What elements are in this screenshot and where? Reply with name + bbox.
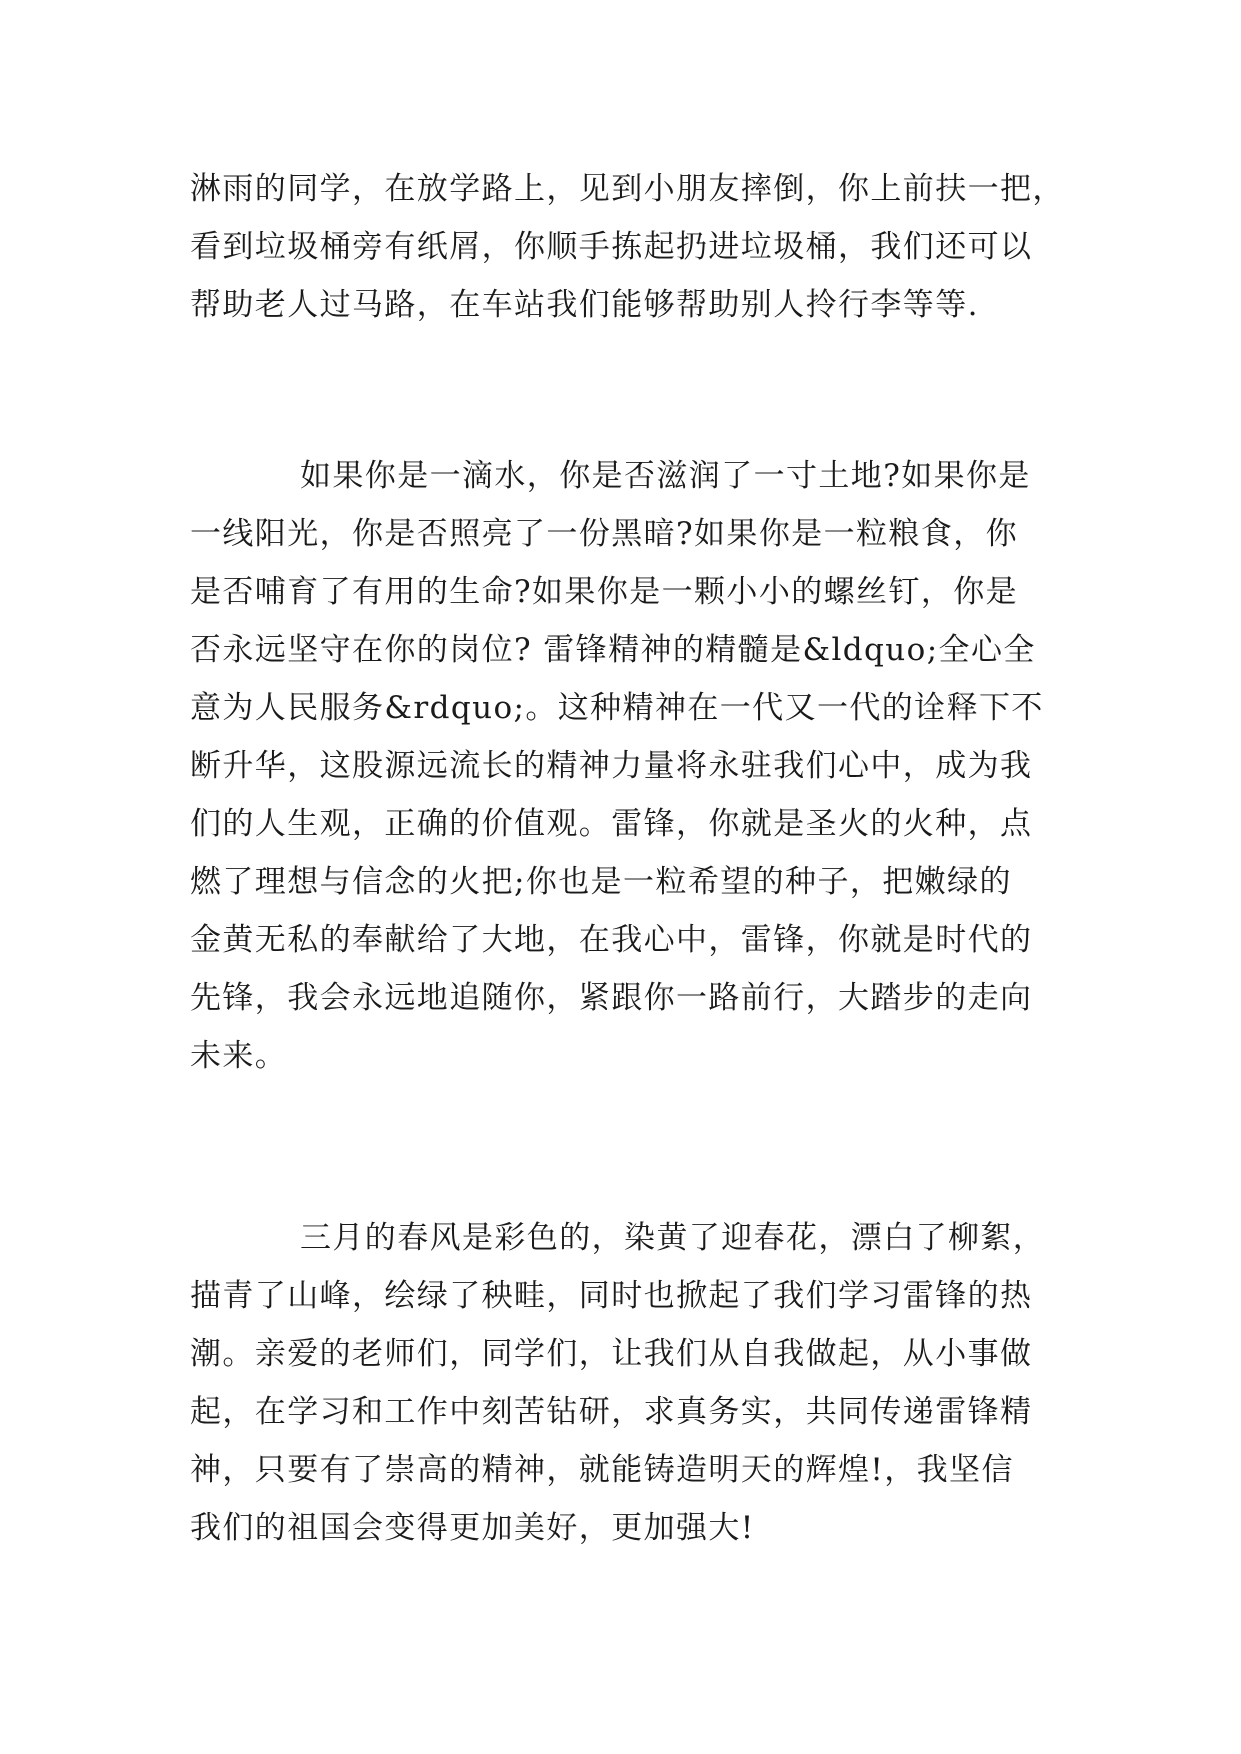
text-line: 神，只要有了崇高的精神，就能铸造明天的辉煌!，我坚信 — [190, 1452, 1014, 1488]
text-line: 意为人民服务&rdquo;。这种精神在一代又一代的诠释下不 — [190, 690, 1044, 726]
paragraph-3 — [190, 1209, 1060, 1557]
text-line: 我们的祖国会变得更加美好，更加强大! — [190, 1510, 755, 1546]
text-line: 潮。亲爱的老师们，同学们，让我们从自我做起，从小事做 — [190, 1336, 1033, 1372]
text-line: 燃了理想与信念的火把;你也是一粒希望的种子，把嫩绿的 — [190, 864, 1012, 900]
text-line: 帮助老人过马路，在车站我们能够帮助别人拎行李等等. — [190, 287, 979, 323]
text-line: 是否哺育了有用的生命?如果你是一颗小小的螺丝钉，你是 — [190, 574, 1019, 610]
text-line: 否永远坚守在你的岗位? 雷锋精神的精髓是&ldquo;全心全 — [190, 632, 1036, 668]
text-line: 未来。 — [190, 1038, 288, 1074]
text-line: 一线阳光，你是否照亮了一份黑暗?如果你是一粒粮食，你 — [190, 516, 1019, 552]
text-line: 看到垃圾桶旁有纸屑，你顺手拣起扔进垃圾桶，我们还可以 — [190, 229, 1033, 265]
paragraph-1 — [190, 160, 1065, 334]
text-line: 淋雨的同学，在放学路上，见到小朋友摔倒，你上前扶一把， — [190, 171, 1065, 207]
paragraph-2 — [190, 447, 1060, 1085]
text-line: 金黄无私的奉献给了大地，在我心中，雷锋，你就是时代的 — [190, 922, 1033, 958]
text-line: 断升华，这股源远流长的精神力量将永驻我们心中，成为我 — [190, 748, 1033, 784]
text-line: 描青了山峰，绘绿了秧畦，同时也掀起了我们学习雷锋的热 — [190, 1278, 1033, 1314]
text-line-first: 三月的春风是彩色的，染黄了迎春花，漂白了柳絮， — [300, 1220, 1046, 1256]
text-line-first: 如果你是一滴水，你是否滋润了一寸土地?如果你是 — [300, 458, 1031, 494]
text-line: 们的人生观，正确的价值观。雷锋，你就是圣火的火种，点 — [190, 806, 1033, 842]
text-line: 起，在学习和工作中刻苦钻研，求真务实，共同传递雷锋精 — [190, 1394, 1033, 1430]
text-line: 先锋，我会永远地追随你，紧跟你一路前行，大踏步的走向 — [190, 980, 1033, 1016]
